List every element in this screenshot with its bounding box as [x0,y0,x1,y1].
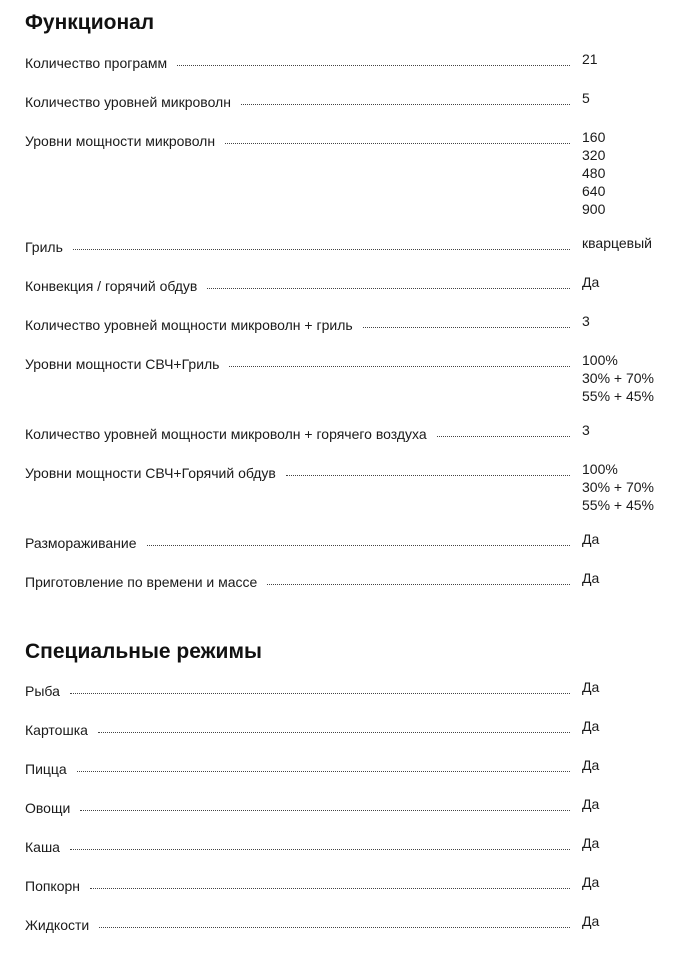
spec-label: Приготовление по времени и массе [25,574,258,590]
spec-row [25,422,665,443]
dotted-leader [77,760,570,772]
spec-row [25,461,665,514]
spec-value: 3 [582,422,590,438]
spec-row [25,352,665,405]
spec-row [25,679,665,700]
spec-value: Да [582,796,600,812]
spec-row [25,796,665,817]
spec-label: Жидкости [25,917,90,933]
spec-label: Картошка [25,722,88,738]
spec-value: Да [582,679,600,695]
spec-label: Попкорн [25,878,81,894]
spec-value: 100% 30% + 70% 55% + 45% [582,352,654,404]
spec-label: Конвекция / горячий обдув [25,278,198,294]
spec-value: Да [582,274,600,290]
spec-row [25,874,665,895]
spec-label: Рыба [25,683,60,699]
dotted-leader [241,93,570,105]
spec-value: Да [582,531,600,547]
spec-value: Да [582,718,600,734]
dotted-leader [147,534,571,546]
spec-value: 100% 30% + 70% 55% + 45% [582,461,654,513]
spec-row [25,570,665,591]
spec-value: Да [582,757,600,773]
spec-label: Размораживание [25,535,137,551]
spec-label: Уровни мощности микроволн [25,133,216,149]
spec-row [25,718,665,739]
dotted-leader [98,721,570,733]
dotted-leader [207,277,570,289]
spec-label: Количество уровней мощности микроволн + горячего воздуха [25,426,427,442]
spec-row [25,129,665,218]
spec-label: Количество уровней мощности микроволн + гриль [25,317,353,333]
spec-row [25,757,665,778]
spec-row [25,90,665,111]
dotted-leader [99,916,570,928]
dotted-leader [80,799,570,811]
spec-value: Да [582,874,600,890]
dotted-leader [90,877,570,889]
section-title-functional: Функционал [25,11,155,34]
spec-row [25,235,665,256]
spec-row [25,274,665,295]
spec-label: Количество программ [25,55,168,71]
spec-label: Пицца [25,761,67,777]
spec-value: Да [582,913,600,929]
spec-label: Уровни мощности СВЧ+Гриль [25,356,220,372]
spec-value: 3 [582,313,590,329]
spec-value: кварцевый [582,235,652,251]
section-title-special-modes: Специальные режимы [25,640,262,663]
dotted-leader [437,425,570,437]
dotted-leader [70,682,570,694]
spec-row [25,531,665,552]
spec-label: Овощи [25,800,71,816]
spec-value: 5 [582,90,590,106]
dotted-leader [177,54,570,66]
dotted-leader [73,238,570,250]
spec-row [25,51,665,72]
spec-label: Количество уровней микроволн [25,94,231,110]
spec-label: Каша [25,839,60,855]
spec-value: Да [582,570,600,586]
spec-value: 21 [582,51,598,67]
spec-label: Уровни мощности СВЧ+Горячий обдув [25,465,276,481]
spec-row [25,913,665,934]
dotted-leader [225,132,570,144]
spec-label: Гриль [25,239,63,255]
spec-row [25,835,665,856]
spec-value: Да [582,835,600,851]
dotted-leader [229,355,570,367]
spec-value: 160 320 480 640 900 [582,129,606,217]
dotted-leader [267,573,570,585]
dotted-leader [363,316,570,328]
dotted-leader [70,838,570,850]
dotted-leader [286,464,570,476]
spec-row [25,313,665,334]
